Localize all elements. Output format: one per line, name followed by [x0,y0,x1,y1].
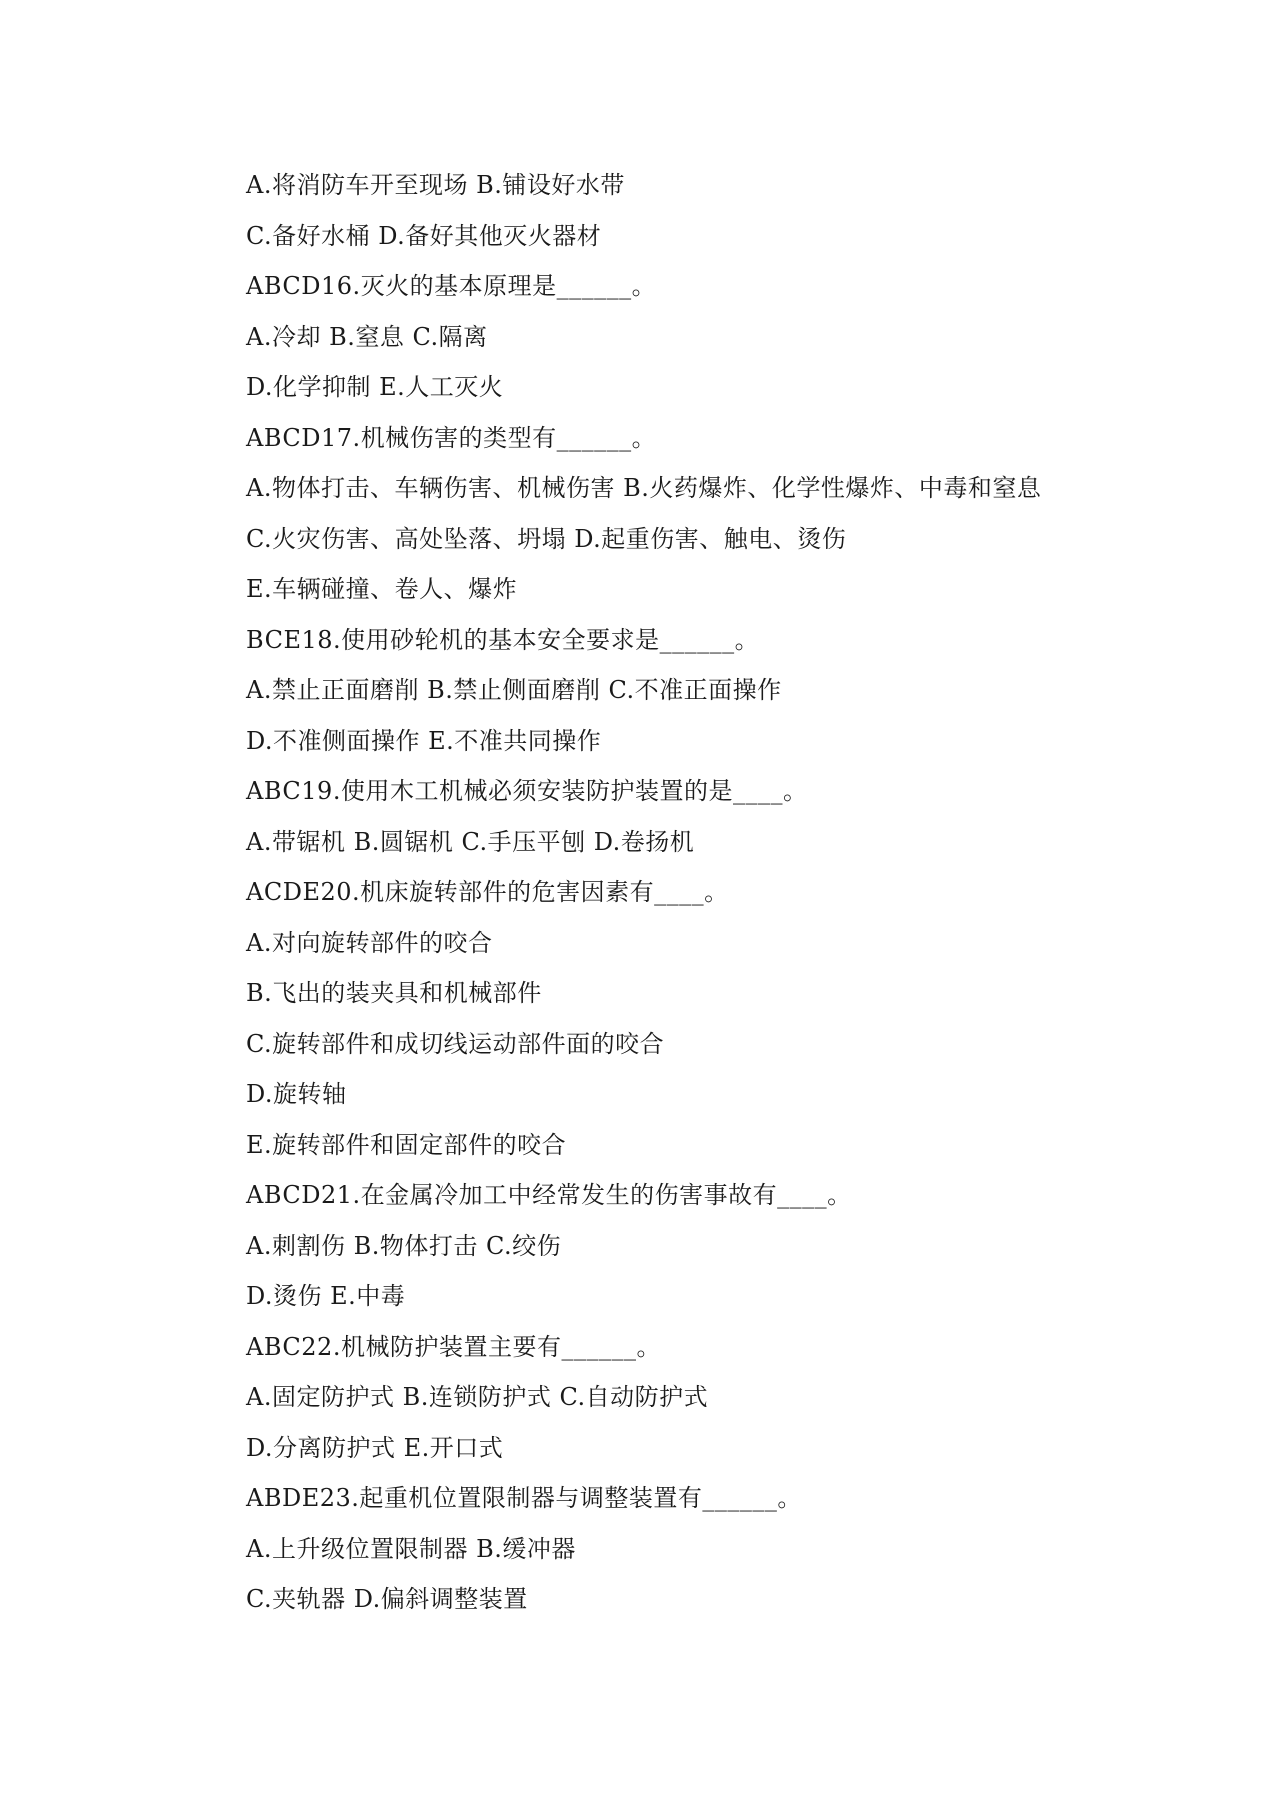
question-line: ABDE23.起重机位置限制器与调整装置有______。 [246,1484,802,1512]
text-line: C.旋转部件和成切线运动部件面的咬合 [246,1029,665,1058]
question-line: ACDE20.机床旋转部件的危害因素有____。 [246,878,729,906]
text-line: E.车辆碰撞、卷人、爆炸 [246,575,518,603]
text-line: A.固定防护式 B.连锁防护式 C.自动防护式 [246,1383,709,1411]
question-line: ABC22.机械防护装置主要有______。 [246,1332,661,1361]
text-line: D.分离防护式 E.开口式 [246,1433,504,1462]
text-line: B.飞出的装夹具和机械部件 [246,979,542,1007]
text-line: A.带锯机 B.圆锯机 C.手压平刨 D.卷扬机 [246,827,695,856]
text-line: D.旋转轴 [246,1080,347,1108]
text-line: A.刺割伤 B.物体打击 C.绞伤 [246,1231,562,1260]
text-line: A.对向旋转部件的咬合 [246,928,493,957]
text-line: D.化学抑制 E.人工灭火 [246,373,504,401]
question-line: ABCD17.机械伤害的类型有______。 [246,423,657,452]
text-line: A.禁止正面磨削 B.禁止侧面磨削 C.不准正面操作 [246,676,782,704]
question-line: ABCD21.在金属冷加工中经常发生的伤害事故有____。 [246,1181,852,1209]
text-line: A.冷却 B.窒息 C.隔离 [246,322,488,351]
text-line: D.不准侧面操作 E.不准共同操作 [246,726,602,755]
text-line: A.将消防车开至现场 B.铺设好水带 [246,171,625,199]
text-line: A.上升级位置限制器 B.缓冲器 [246,1534,576,1563]
question-line: ABCD16.灭火的基本原理是______。 [246,272,657,300]
text-line: D.烫伤 E.中毒 [246,1282,406,1310]
text-line: E.旋转部件和固定部件的咬合 [246,1130,567,1159]
text-line: C.火灾伤害、高处坠落、坍塌 D.起重伤害、触电、烫伤 [246,524,847,553]
document-body [246,160,1246,1625]
text-line: A.物体打击、车辆伤害、机械伤害 B.火药爆炸、化学性爆炸、中毒和窒息 [246,474,1042,502]
question-line: BCE18.使用砂轮机的基本安全要求是______。 [246,625,760,654]
text-line: C.夹轨器 D.偏斜调整装置 [246,1585,528,1613]
question-line: ABC19.使用木工机械必须安装防护装置的是____。 [246,777,808,805]
text-line: C.备好水桶 D.备好其他灭火器材 [246,221,602,250]
